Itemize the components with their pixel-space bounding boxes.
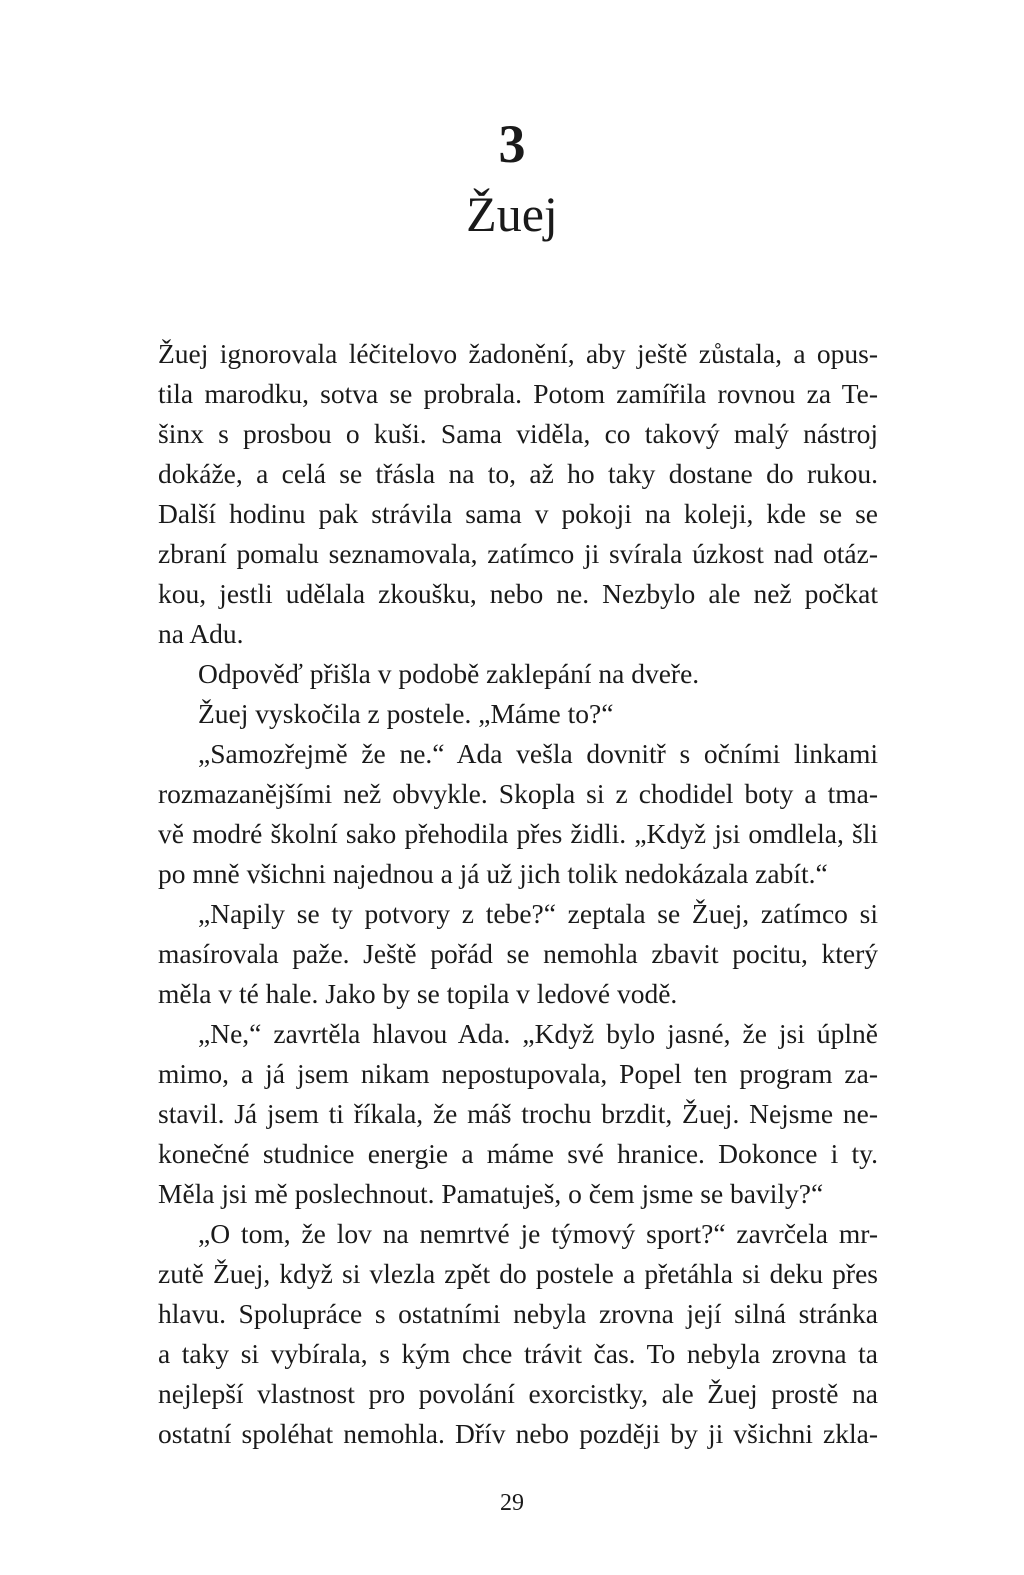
text-line: hlavu. Spolupráce s ostatními nebyla zrovna její silná stránka	[158, 1298, 878, 1329]
text-line: „Samozřejmě že ne.“ Ada vešla dovnitř s očními linkami	[198, 738, 878, 769]
chapter-title: Žuej	[466, 186, 558, 242]
text-line: rozmazanějšími než obvykle. Skopla si z chodidel boty a tma-	[158, 778, 878, 809]
text-line: nejlepší vlastnost pro povolání exorcistky, ale Žuej prostě na	[158, 1378, 878, 1409]
text-line: stavil. Já jsem ti říkala, že máš trochu brzdit, Žuej. Nejsme ne-	[158, 1098, 878, 1129]
text-line: zutě Žuej, když si vlezla zpět do postele a přetáhla si deku přes	[158, 1258, 878, 1289]
text-line: mimo, a já jsem nikam nepostupovala, Popel ten program za-	[158, 1058, 878, 1089]
text-line: konečné studnice energie a máme své hranice. Dokonce i ty.	[158, 1138, 878, 1169]
text-line: na Adu.	[158, 618, 244, 649]
text-line: ostatní spoléhat nemohla. Dřív nebo později by ji všichni zkla-	[158, 1418, 878, 1449]
text-line: Odpověď přišla v podobě zaklepání na dveře.	[198, 658, 700, 689]
text-line: Další hodinu pak strávila sama v pokoji na koleji, kde se se	[158, 498, 878, 529]
text-line: měla v té hale. Jako by se topila v ledové vodě.	[158, 978, 678, 1009]
text-line: Žuej vyskočila z postele. „Máme to?“	[198, 698, 614, 729]
text-line: Měla jsi mě poslechnout. Pamatuješ, o čem jsme se bavily?“	[158, 1178, 824, 1209]
text-line: dokáže, a celá se třásla na to, až ho taky dostane do rukou.	[158, 458, 878, 489]
text-line: „O tom, že lov na nemrtvé je týmový sport?“ zavrčela mr-	[198, 1218, 878, 1249]
text-line: šinx s prosbou o kuši. Sama viděla, co takový malý nástroj	[158, 418, 878, 449]
text-line: kou, jestli udělala zkoušku, nebo ne. Nezbylo ale než počkat	[158, 578, 878, 609]
text-line: „Ne,“ zavrtěla hlavou Ada. „Když bylo jasné, že jsi úplně	[198, 1018, 878, 1049]
text-line: po mně všichni najednou a já už jich tolik nedokázala zabít.“	[158, 858, 828, 889]
text-line: „Napily se ty potvory z tebe?“ zeptala se Žuej, zatímco si	[198, 898, 878, 929]
text-line: Žuej ignorovala léčitelovo žadonění, aby ještě zůstala, a opus-	[158, 338, 878, 369]
chapter-number: 3	[498, 114, 526, 174]
text-line: zbraní pomalu seznamovala, zatímco ji svírala úzkost nad otáz-	[158, 538, 878, 569]
text-line: masírovala paže. Ještě pořád se nemohla zbavit pocitu, který	[158, 938, 878, 969]
page-number: 29	[500, 1490, 524, 1516]
text-line: a taky si vybírala, s kým chce trávit čas. To nebyla zrovna ta	[158, 1338, 878, 1369]
text-line: tila marodku, sotva se probrala. Potom zamířila rovnou za Te-	[158, 378, 878, 409]
text-line: vě modré školní sako přehodila přes židli. „Když jsi omdlela, šli	[158, 818, 878, 849]
body-text	[158, 334, 878, 1454]
